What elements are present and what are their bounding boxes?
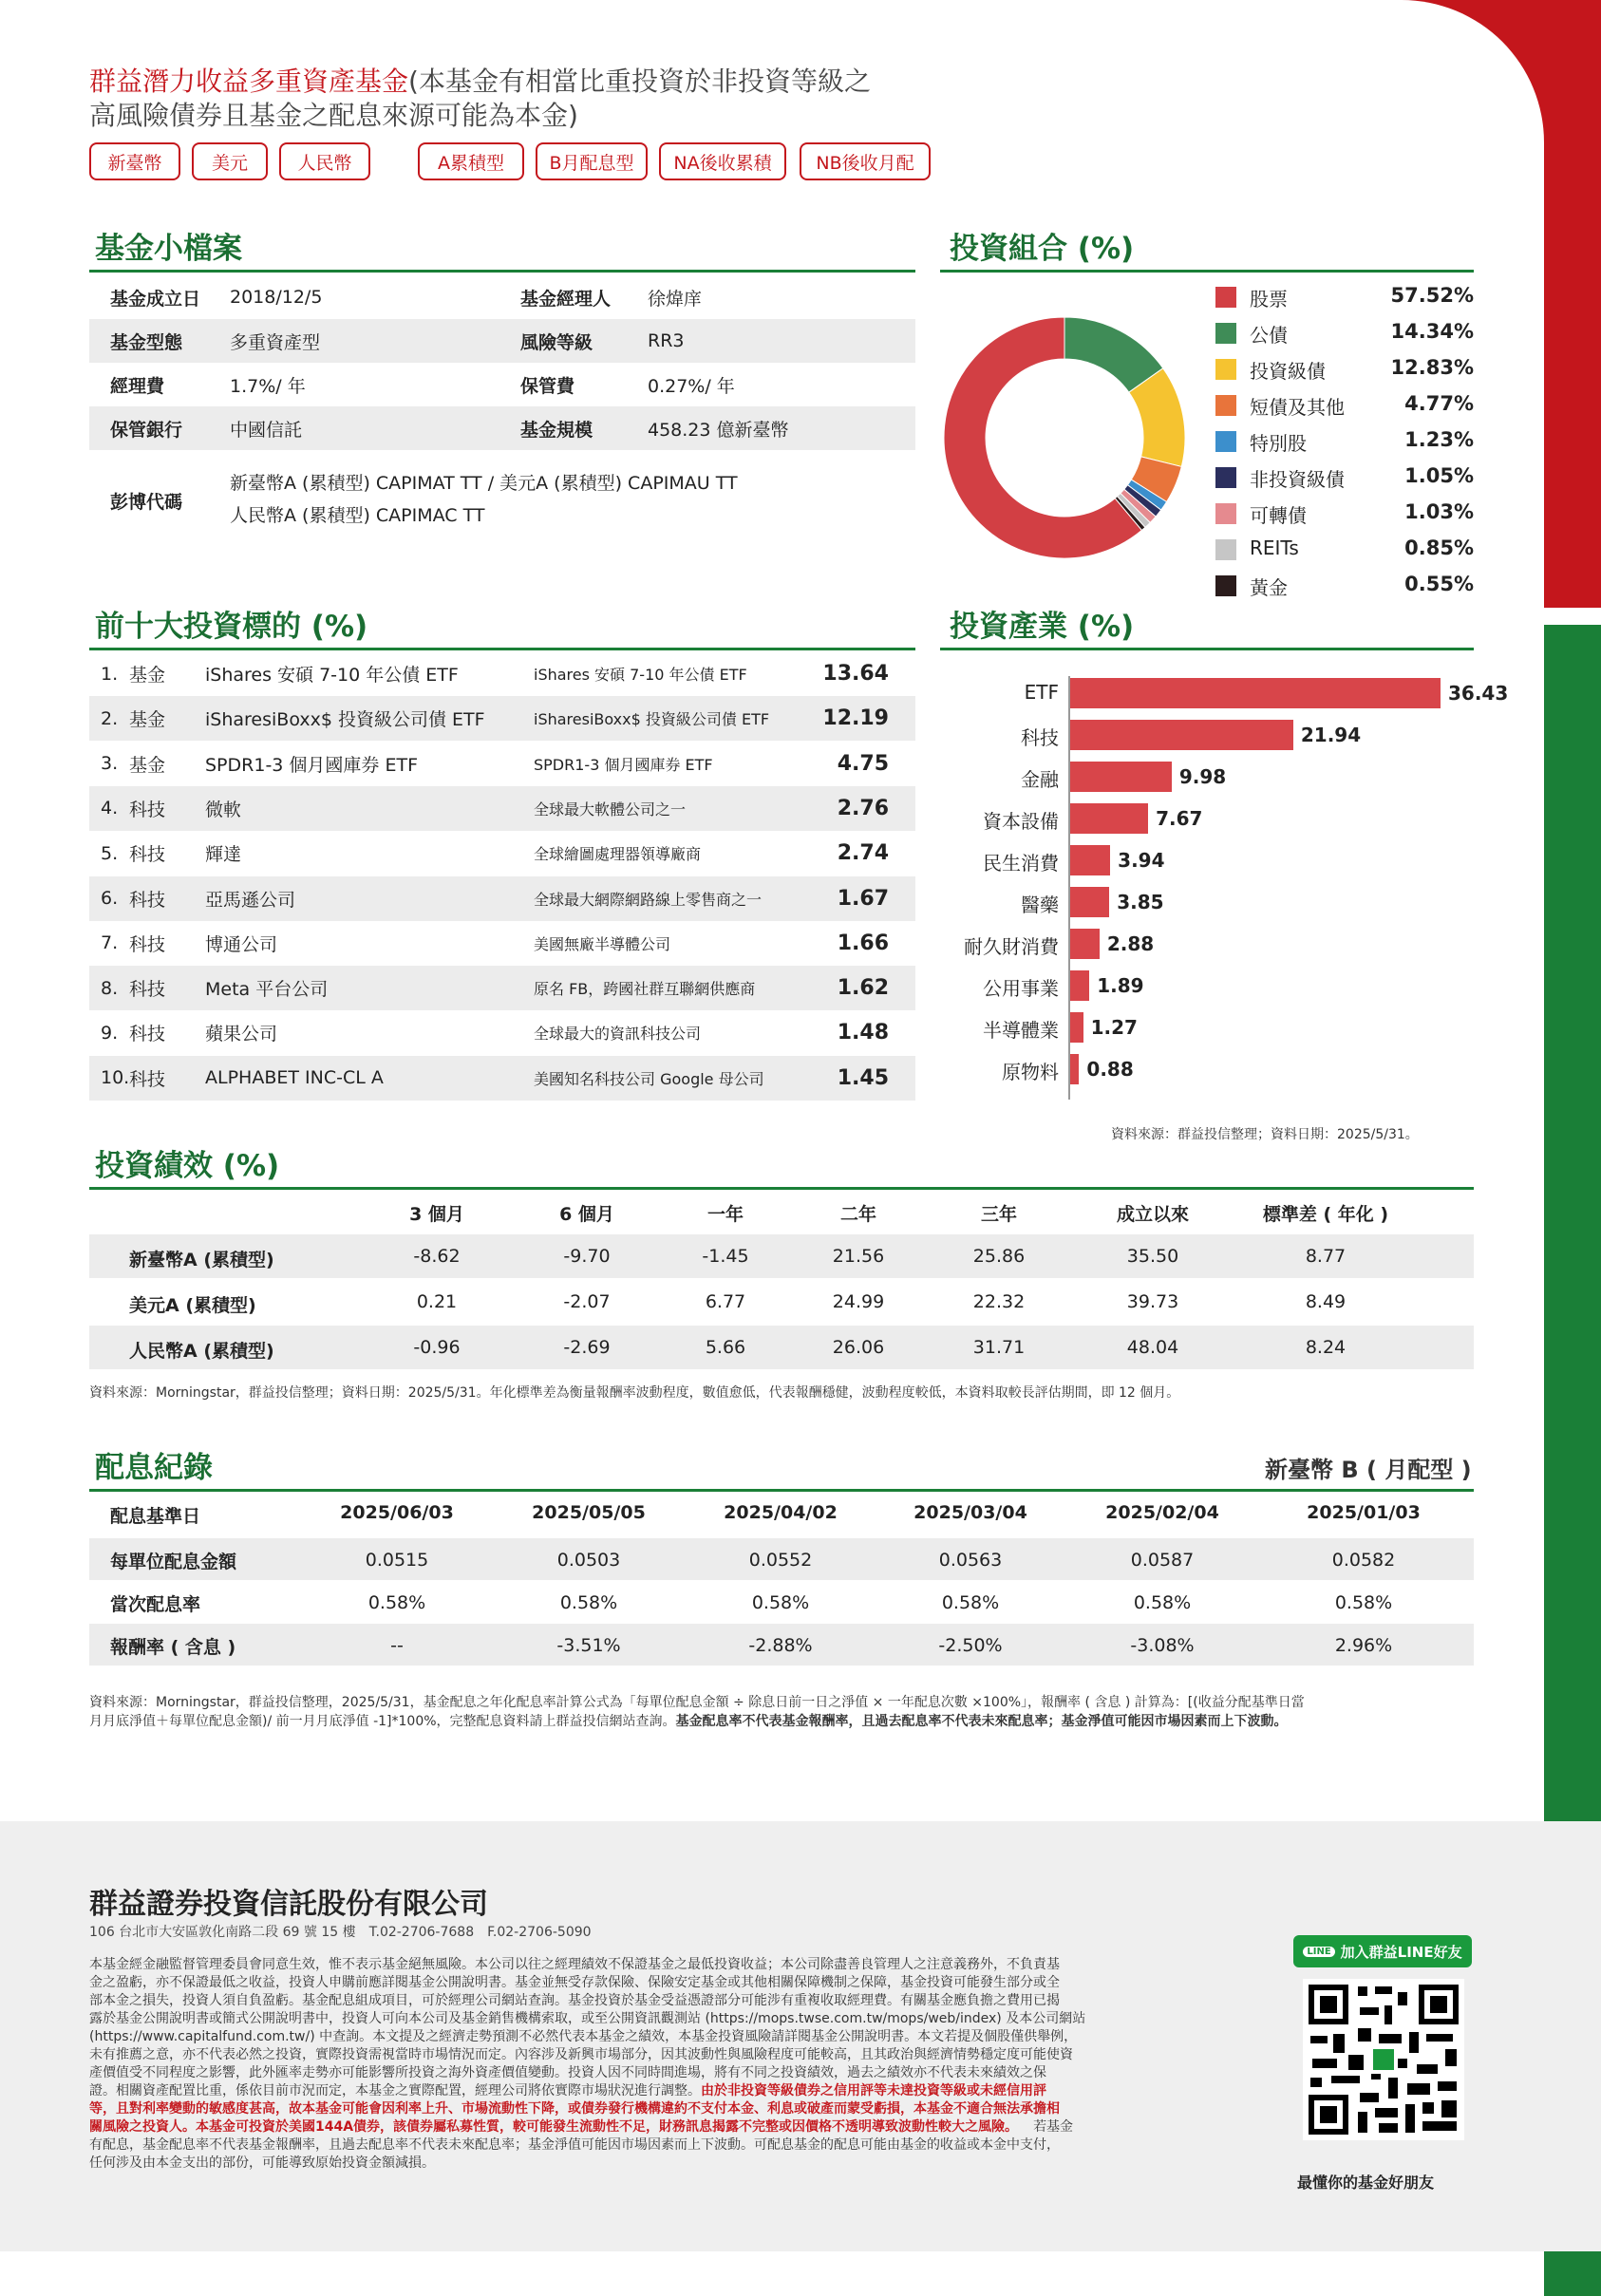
top10-rank: 7. xyxy=(101,932,119,954)
profile-row-2 xyxy=(89,319,915,363)
disclaimer-tail-text: 若基金 xyxy=(1033,2119,1074,2135)
industry-bar xyxy=(1070,1054,1079,1084)
top10-desc: 全球繪圖處理器領導廠商 xyxy=(534,845,702,864)
performance-row-label: 新臺幣A (累積型) xyxy=(129,1250,274,1270)
top10-row xyxy=(89,786,915,831)
top10-desc: 全球最大的資訊科技公司 xyxy=(534,1025,702,1044)
dividend-cell: -3.08% xyxy=(1130,1635,1195,1656)
performance-cell: 5.66 xyxy=(705,1337,746,1358)
performance-note: 資料來源：Morningstar，群益投信整理；資料日期：2025/5/31。年化標準差為衡量報酬率波動程度，數值愈低，代表報酬穩健，波動程度較低，本資料取較長評估期間，即 12 個月。 xyxy=(89,1385,1180,1401)
industry-source: 資料來源：群益投信整理；資料日期：2025/5/31。 xyxy=(1111,1127,1419,1142)
top10-row xyxy=(89,1056,915,1101)
industry-bar-label: 0.88 xyxy=(1086,1058,1134,1081)
legend-value-3: 4.77% xyxy=(1404,392,1474,415)
dividend-date: 2025/01/03 xyxy=(1307,1502,1421,1523)
tag-cny[interactable]: 人民幣 xyxy=(279,142,370,180)
top10-value: 2.74 xyxy=(837,841,889,866)
industry-category: 半導體業 xyxy=(983,1019,1059,1042)
industry-bar xyxy=(1070,929,1100,959)
dividend-cell: -2.88% xyxy=(748,1635,813,1656)
side-red-band xyxy=(1544,0,1601,608)
dividend-cell: 0.0515 xyxy=(365,1550,429,1571)
profile-value: 1.7%/ 年 xyxy=(230,375,306,397)
legend-value-6: 1.03% xyxy=(1404,500,1474,523)
legend-label-7: REITs xyxy=(1250,536,1299,559)
performance-header: 三年 xyxy=(980,1204,1017,1225)
dividend-date: 2025/03/04 xyxy=(914,1502,1027,1523)
dividend-note-2 xyxy=(89,1713,1288,1731)
top10-title: 前十大投資標的 (%) xyxy=(95,610,368,644)
dividend-cell: -3.51% xyxy=(556,1635,621,1656)
top10-row xyxy=(89,966,915,1010)
top10-name: 微軟 xyxy=(205,799,242,820)
legend-value-5: 1.05% xyxy=(1404,464,1474,487)
legend-label-2: 投資級債 xyxy=(1250,360,1326,383)
top10-value: 1.48 xyxy=(837,1021,889,1045)
performance-header: 一年 xyxy=(706,1204,744,1225)
top10-desc: iSharesiBoxx$ 投資級公司債 ETF xyxy=(534,710,770,729)
top10-type: 科技 xyxy=(129,1068,166,1090)
dividend-row-label: 報酬率 ( 含息 ) xyxy=(110,1637,236,1658)
top10-type: 科技 xyxy=(129,933,166,955)
industry-bar xyxy=(1070,887,1109,917)
industry-bar-label: 36.43 xyxy=(1448,682,1509,705)
performance-cell: -2.69 xyxy=(563,1337,611,1358)
dividend-title: 配息紀錄 xyxy=(95,1451,213,1485)
dividend-cell: 0.58% xyxy=(1133,1592,1192,1613)
dividend-header-label: 配息基準日 xyxy=(110,1506,201,1527)
top10-value: 1.67 xyxy=(837,886,889,911)
dividend-cell: 0.0503 xyxy=(556,1550,621,1571)
legend-swatch-0 xyxy=(1215,287,1236,308)
profile-label: 基金型態 xyxy=(110,331,183,353)
performance-header: 標準差 ( 年化 ) xyxy=(1262,1204,1389,1225)
industry-rule xyxy=(940,648,1474,650)
legend-swatch-1 xyxy=(1215,323,1236,344)
performance-cell: 39.73 xyxy=(1126,1291,1179,1312)
profile-title: 基金小檔案 xyxy=(95,232,242,266)
top10-name: 輝達 xyxy=(205,844,242,866)
industry-bar xyxy=(1070,1012,1083,1043)
performance-cell: 0.21 xyxy=(416,1291,458,1312)
dividend-cell: 0.58% xyxy=(751,1592,810,1613)
performance-cell: 8.49 xyxy=(1305,1291,1347,1312)
performance-cell: 35.50 xyxy=(1126,1246,1179,1267)
line-button[interactable] xyxy=(1293,1935,1472,1967)
industry-bar xyxy=(1070,720,1293,750)
footer-company: 群益證券投資信託股份有限公司 xyxy=(89,1888,488,1921)
legend-label-6: 可轉債 xyxy=(1250,504,1307,527)
profile-label: 保管銀行 xyxy=(110,419,183,441)
tag-nb[interactable]: NB後收月配 xyxy=(800,142,931,180)
disclaimer-line: 部本金之損失，投資人須自負盈虧。基金配息組成項目，可於經理公司網站查詢。基金投資於基金受益憑證部分可能涉有重複收取經理費。有關基金應負擔之費用已揭 xyxy=(89,1993,1060,2008)
fund-name: 群益潛力收益多重資產基金 xyxy=(89,66,409,97)
performance-header: 3 個月 xyxy=(409,1204,464,1225)
top10-desc: 美國知名科技公司 Google 母公司 xyxy=(534,1069,764,1088)
dividend-cell: 2.96% xyxy=(1334,1635,1393,1656)
profile-value: 徐煒庠 xyxy=(648,288,703,310)
dividend-cell: 0.58% xyxy=(559,1592,618,1613)
tag-a-acc[interactable]: A累積型 xyxy=(418,142,524,180)
top10-name: iSharesiBoxx$ 投資級公司債 ETF xyxy=(205,709,485,731)
tag-usd[interactable]: 美元 xyxy=(192,142,268,180)
dividend-cell: -- xyxy=(390,1635,404,1656)
industry-category: 資本設備 xyxy=(983,810,1059,833)
top10-rank: 2. xyxy=(101,707,119,729)
top10-row xyxy=(89,651,915,696)
tag-b-monthly[interactable]: B月配息型 xyxy=(536,142,648,180)
top10-value: 2.76 xyxy=(837,796,889,820)
performance-cell: -2.07 xyxy=(563,1291,611,1312)
disclaimer-tail-line: 有配息，基金配息率不代表基金報酬率，且過去配息率不代表未來配息率；基金淨值可能因市場因素而上下波動。可配息基金的配息可能由基金的收益或本金中支付， xyxy=(89,2137,1060,2153)
industry-bar-label: 3.94 xyxy=(1118,849,1165,872)
profile-label: 基金成立日 xyxy=(110,288,201,310)
performance-cell: 48.04 xyxy=(1126,1337,1179,1358)
profile-label: 保管費 xyxy=(520,375,575,397)
profile-rule xyxy=(89,270,915,273)
profile-value: 458.23 億新臺幣 xyxy=(648,419,789,441)
dividend-cell: -2.50% xyxy=(938,1635,1003,1656)
top10-row xyxy=(89,742,915,786)
top10-name: Meta 平台公司 xyxy=(205,979,329,1001)
top10-row xyxy=(89,696,915,741)
top10-type: 基金 xyxy=(129,665,166,686)
performance-row-label: 美元A (累積型) xyxy=(129,1295,256,1316)
industry-category: 醫藥 xyxy=(1021,894,1059,916)
performance-cell: -0.96 xyxy=(413,1337,461,1358)
performance-cell: 21.56 xyxy=(832,1246,885,1267)
top10-desc: iShares 安碩 7-10 年公債 ETF xyxy=(534,666,747,684)
legend-swatch-4 xyxy=(1215,431,1236,452)
top10-name: 博通公司 xyxy=(205,933,278,955)
industry-bar-label: 21.94 xyxy=(1300,724,1362,746)
top10-type: 基金 xyxy=(129,754,166,776)
disclaimer-line: 產價值受不同程度之影響，此外匯率走勢亦可能影響所投資之海外資產價值變動。投資人因不同時間進場，將有不同之投資績效，過去之績效亦不代表未來績效之保 xyxy=(89,2065,1046,2080)
industry-bar-label: 9.98 xyxy=(1178,765,1227,788)
top10-type: 科技 xyxy=(129,844,166,866)
profile-bloomberg-row xyxy=(89,456,915,543)
industry-category: ETF xyxy=(1024,681,1059,704)
legend-value-1: 14.34% xyxy=(1390,320,1474,343)
qr-caption: 最懂你的基金好朋友 xyxy=(1297,2174,1435,2192)
legend-value-2: 12.83% xyxy=(1390,356,1474,379)
tag-na[interactable]: NA後收累積 xyxy=(659,142,786,180)
profile-label: 基金規模 xyxy=(520,419,593,441)
performance-title: 投資績效 (%) xyxy=(95,1149,280,1183)
dividend-note-1: 資料來源：Morningstar，群益投信整理，2025/5/31，基金配息之年化配息率計算公式為「每單位配息金額 ÷ 除息日前一日之淨值 × 一年配息次數 ×100%」，報酬率 ( 含息 ) 計算為：[(收益分配基準日當 xyxy=(89,1695,1305,1710)
industry-bar-label: 3.85 xyxy=(1117,891,1164,913)
legend-value-0: 57.52% xyxy=(1390,284,1474,307)
tag-twd[interactable]: 新臺幣 xyxy=(89,142,180,180)
footer-address: 106 台北市大安區敦化南路二段 69 號 15 樓 T.02-2706-7688 F.02-2706-5090 xyxy=(89,1925,592,1940)
profile-value: 2018/12/5 xyxy=(230,287,323,308)
performance-header: 成立以來 xyxy=(1116,1204,1189,1225)
donut-segments xyxy=(944,317,1185,558)
footer-disclaimer xyxy=(89,1956,1229,2173)
fund-title-note: (本基金有相當比重投資於非投資等級之 xyxy=(408,66,871,97)
legend-value-8: 0.55% xyxy=(1404,573,1474,595)
top10-name: 亞馬遜公司 xyxy=(205,889,296,911)
performance-header: 6 個月 xyxy=(559,1204,614,1225)
industry-bar xyxy=(1070,970,1089,1001)
industry-category: 金融 xyxy=(1021,768,1059,791)
profile-label: 風險等級 xyxy=(520,331,593,353)
legend-value-4: 1.23% xyxy=(1404,428,1474,451)
dividend-cell: 0.0582 xyxy=(1331,1550,1396,1571)
top10-desc: 全球最大網際網路線上零售商之一 xyxy=(534,890,763,909)
industry-bar xyxy=(1070,678,1441,708)
industry-category: 科技 xyxy=(1021,726,1059,749)
bloomberg-label: 彭博代碼 xyxy=(110,492,183,513)
industry-category: 民生消費 xyxy=(983,852,1059,875)
legend-label-4: 特別股 xyxy=(1250,432,1307,455)
top10-row xyxy=(89,1010,915,1055)
top10-row xyxy=(89,921,915,966)
bloomberg-codes-2: 人民幣A (累積型) CAPIMAC TT xyxy=(230,505,485,526)
disclaimer-risk-text: 由於非投資等級債券之信用評等未達投資等級或未經信用評 xyxy=(701,2083,1046,2098)
legend-label-8: 黃金 xyxy=(1250,576,1288,599)
top10-value: 12.19 xyxy=(822,706,889,731)
profile-value: RR3 xyxy=(648,330,685,351)
legend-label-0: 股票 xyxy=(1250,288,1288,311)
performance-cell: 6.77 xyxy=(705,1291,746,1312)
dividend-cell: 0.0587 xyxy=(1130,1550,1195,1571)
top10-type: 科技 xyxy=(129,979,166,1001)
dividend-cell: 0.0552 xyxy=(748,1550,813,1571)
top10-type: 科技 xyxy=(129,1024,166,1045)
legend-label-5: 非投資級債 xyxy=(1250,468,1345,491)
top10-value: 4.75 xyxy=(837,751,889,776)
line-logo-icon: LINE xyxy=(1303,1947,1334,1957)
top10-desc: 全球最大軟體公司之一 xyxy=(534,800,687,819)
disclaimer-line: 未有推薦之意，亦不代表必然之投資，實際投資需視當時市場情況而定。內容涉及新興市場部分，因其波動性與風險程度可能較高，且其政治與經濟情勢穩定度可能使資 xyxy=(89,2047,1073,2062)
industry-bar-label: 1.27 xyxy=(1090,1016,1138,1039)
top10-name: SPDR1-3 個月國庫券 ETF xyxy=(205,754,419,776)
profile-label: 基金經理人 xyxy=(520,288,612,310)
dividend-cell: 0.58% xyxy=(941,1592,1000,1613)
legend-swatch-2 xyxy=(1215,359,1236,380)
disclaimer-line: 金之盈虧，亦不保證最低之收益，投資人申購前應詳閱基金公開說明書。基金並無受存款保險、保險安定基金或其他相關保障機制之保障，基金投資可能發生部分或全 xyxy=(89,1975,1060,1990)
line-button-label: 加入群益LINE好友 xyxy=(1340,1943,1462,1961)
disclaimer-risk-text: 關風險之投資人。本基金可投資於美國144A債券，該債券屬私募性質，較可能發生流動性不足，財務訊息揭露不完整或因價格不透明導致波動性較大之風險。 xyxy=(89,2119,1019,2135)
top10-name: 蘋果公司 xyxy=(205,1024,278,1045)
performance-rule xyxy=(89,1187,1474,1190)
legend-swatch-7 xyxy=(1215,539,1236,560)
allocation-title: 投資組合 (%) xyxy=(950,232,1135,266)
disclaimer-risk-line: 等，且對利率變動的敏感度甚高，故本基金可能會因利率上升、市場流動性下降，或債券發行機構違約不支付本金、利息或破產而蒙受虧損，本基金不適合無法承擔相 xyxy=(89,2101,1060,2117)
dividend-date: 2025/05/05 xyxy=(532,1502,646,1523)
industry-bar-label: 1.89 xyxy=(1097,974,1144,997)
legend-swatch-5 xyxy=(1215,467,1236,488)
industry-category: 原物料 xyxy=(1002,1061,1059,1083)
profile-row-1 xyxy=(89,275,915,319)
legend-swatch-6 xyxy=(1215,503,1236,524)
dividend-date: 2025/02/04 xyxy=(1105,1502,1219,1523)
top10-desc: SPDR1-3 個月國庫券 ETF xyxy=(534,755,713,774)
performance-cell: 8.77 xyxy=(1305,1246,1347,1267)
performance-cell: 24.99 xyxy=(832,1291,885,1312)
dividend-row-label: 當次配息率 xyxy=(110,1594,201,1615)
top10-rank: 8. xyxy=(101,977,119,999)
industry-category: 公用事業 xyxy=(983,977,1059,1000)
performance-cell: 22.32 xyxy=(972,1291,1026,1312)
top10-value: 1.66 xyxy=(837,931,889,955)
industry-title: 投資產業 (%) xyxy=(950,610,1135,644)
dividend-rule xyxy=(89,1489,1474,1492)
performance-cell: -9.70 xyxy=(563,1246,611,1267)
top10-rank: 3. xyxy=(101,753,119,775)
profile-value: 多重資產型 xyxy=(230,331,321,353)
top10-type: 基金 xyxy=(129,709,166,731)
top10-rule xyxy=(89,648,915,650)
performance-cell: 31.71 xyxy=(972,1337,1026,1358)
top10-value: 1.62 xyxy=(837,976,889,1001)
industry-category: 耐久財消費 xyxy=(964,935,1059,958)
industry-bar xyxy=(1070,803,1148,834)
legend-swatch-3 xyxy=(1215,395,1236,416)
dividend-note-bold: 基金配息率不代表基金報酬率，且過去配息率不代表未來配息率；基金淨值可能因市場因素而上下波動。 xyxy=(675,1714,1288,1729)
dividend-date: 2025/06/03 xyxy=(340,1502,454,1523)
top10-desc: 美國無廠半導體公司 xyxy=(534,934,671,953)
profile-value: 中國信託 xyxy=(230,419,303,441)
performance-header: 二年 xyxy=(839,1204,876,1225)
top10-rank: 4. xyxy=(101,798,119,819)
legend-label-3: 短債及其他 xyxy=(1250,396,1345,419)
industry-bar-label: 7.67 xyxy=(1156,807,1203,830)
top10-rank: 5. xyxy=(101,842,119,864)
top10-row xyxy=(89,831,915,875)
bloomberg-codes-1: 新臺幣A (累積型) CAPIMAT TT / 美元A (累積型) CAPIMAU TT xyxy=(230,473,738,494)
profile-value: 0.27%/ 年 xyxy=(648,375,735,397)
top10-name: ALPHABET INC-CL A xyxy=(205,1067,384,1089)
industry-bar xyxy=(1070,845,1110,875)
dividend-cell: 0.58% xyxy=(367,1592,426,1613)
disclaimer-risk-line xyxy=(89,2118,1229,2136)
performance-row-label: 人民幣A (累積型) xyxy=(129,1341,274,1362)
performance-cell: -8.62 xyxy=(413,1246,461,1267)
top10-type: 科技 xyxy=(129,889,166,911)
top10-rank: 6. xyxy=(101,888,119,909)
dividend-note-plain: 月月底淨值＋每單位配息金額)/ 前一月月底淨值 -1]*100%，完整配息資料請上群益投信網站查詢。 xyxy=(89,1714,676,1729)
allocation-donut xyxy=(942,315,1187,560)
top10-rank: 10. xyxy=(101,1067,130,1089)
industry-bar-label: 2.88 xyxy=(1106,932,1155,955)
legend-value-7: 0.85% xyxy=(1404,536,1474,559)
top10-rank: 9. xyxy=(101,1022,119,1044)
top10-row xyxy=(89,876,915,921)
profile-row-3 xyxy=(89,363,915,406)
fund-title-line2: 高風險債券且基金之配息來源可能為本金) xyxy=(89,100,578,131)
performance-cell: 8.24 xyxy=(1305,1337,1347,1358)
profile-row-4 xyxy=(89,406,915,450)
top10-rank: 1. xyxy=(101,663,119,685)
top10-desc: 原名 FB，跨國社群互聯網供應商 xyxy=(534,980,756,999)
fund-title-line1 xyxy=(89,65,871,99)
performance-cell: -1.45 xyxy=(702,1246,749,1267)
legend-label-1: 公債 xyxy=(1250,324,1288,347)
industry-bar xyxy=(1070,762,1172,792)
disclaimer-line-text: 證。相關資產配置比重，係依目前市況而定，本基金之實際配置，經理公司將依實際市場狀況進行調整。 xyxy=(89,2083,701,2098)
disclaimer-line xyxy=(89,2082,1229,2100)
profile-label: 經理費 xyxy=(110,375,165,397)
legend-swatch-8 xyxy=(1215,575,1236,596)
disclaimer-line: 露於基金公開說明書或簡式公開說明書中，投資人可向本公司及基金銷售機構索取，或至公開資訊觀測站 (https://mops.twse.com.tw/mops/web/index) 及本公司網站 xyxy=(89,2011,1086,2026)
dividend-cell: 0.0563 xyxy=(938,1550,1003,1571)
disclaimer-line: (https://www.capitalfund.com.tw/) 中查詢。本文提及之經濟走勢預測不必然代表本基金之績效，本基金投資風險請詳閱基金公開說明書。本文若提及個股僅供舉例， xyxy=(89,2029,1078,2044)
dividend-date: 2025/04/02 xyxy=(724,1502,838,1523)
disclaimer-line: 本基金經金融監督管理委員會同意生效，惟不表示基金絕無風險。本公司以往之經理績效不保證基金之最低投資收益；本公司除盡善良管理人之注意義務外，不負責基 xyxy=(89,1957,1060,1972)
disclaimer-tail-line: 任何涉及由本金支出的部份，可能導致原始投資金額減損。 xyxy=(89,2155,435,2171)
allocation-rule xyxy=(940,270,1474,273)
performance-cell: 26.06 xyxy=(832,1337,885,1358)
top10-type: 科技 xyxy=(129,799,166,820)
top10-value: 1.45 xyxy=(837,1065,889,1090)
top10-value: 13.64 xyxy=(822,662,889,686)
performance-cell: 25.86 xyxy=(972,1246,1026,1267)
dividend-cell: 0.58% xyxy=(1334,1592,1393,1613)
dividend-row-label: 每單位配息金額 xyxy=(110,1552,237,1572)
top10-name: iShares 安碩 7-10 年公債 ETF xyxy=(205,665,459,686)
line-qr-code-icon[interactable] xyxy=(1303,1979,1464,2140)
dividend-share-class: 新臺幣 B ( 月配型 ) xyxy=(1265,1457,1472,1483)
